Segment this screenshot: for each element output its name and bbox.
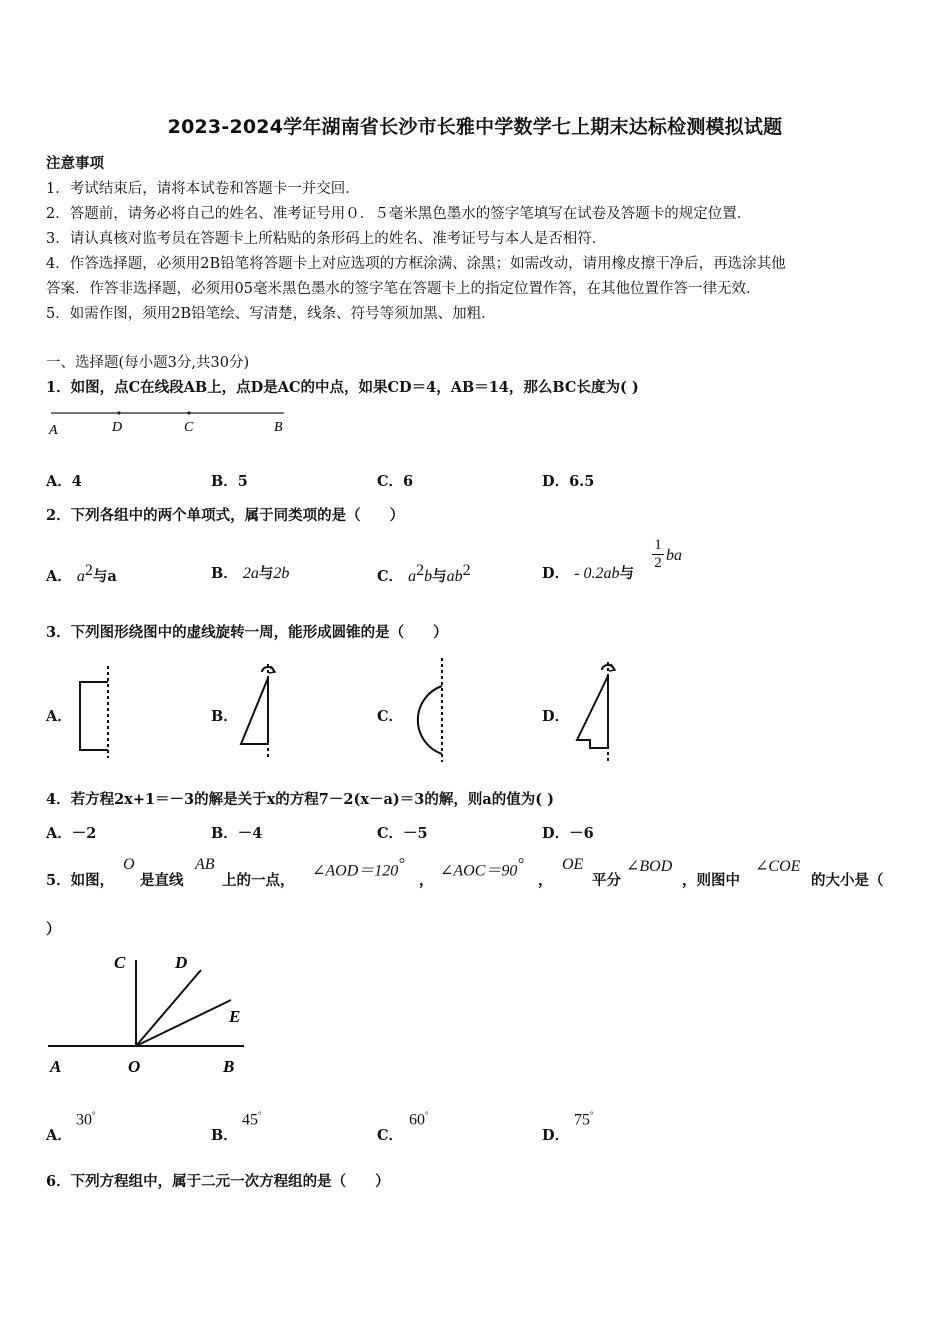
label-a: A xyxy=(50,1057,62,1076)
label-a: A xyxy=(49,423,58,438)
q5-close-paren: ） xyxy=(46,921,61,938)
q5-angle-aod: ∠AOD＝120° xyxy=(312,856,405,880)
q5-angle-figure xyxy=(44,948,254,1082)
label-e: E xyxy=(229,1007,241,1026)
label-d: D xyxy=(112,420,123,435)
q2-option-b: B． 2a与2b xyxy=(211,565,290,582)
q5-option-c-letter: C． xyxy=(377,1127,404,1144)
notice-item-4: 4．作答选择题，必须用2B铅笔将答题卡上对应选项的方框涂满、涂黑；如需改动，请用橡皮擦干净后，再选涂其他 xyxy=(46,256,786,272)
q1-option-b: B．5 xyxy=(211,473,248,490)
q5-ray-oe: OE xyxy=(562,856,584,873)
q5-option-a-letter: A． xyxy=(46,1127,72,1144)
notice-item-5: 5．如需作图，须用2B铅笔绘、写清楚，线条、符号等须加黑、加粗． xyxy=(46,306,496,322)
q2-fraction: 1 2 xyxy=(652,537,664,572)
point-d xyxy=(117,411,120,414)
q5-num: 5．如图， xyxy=(46,872,115,889)
q2-option-d-right: ba xyxy=(666,547,682,564)
q1-option-c: C．6 xyxy=(377,473,414,490)
q1-option-a: A．4 xyxy=(46,473,82,490)
q4-option-c: C．－5 xyxy=(377,825,428,842)
notice-heading: 注意事项 xyxy=(46,155,104,172)
label-c: C xyxy=(184,420,194,435)
q5-option-c-value: 60° xyxy=(409,1110,429,1129)
q1-stem: 1．如图，点C在线段AB上，点D是AC的中点，如果CD＝4，AB＝14，那么BC长度为( ) xyxy=(46,379,639,396)
q5-angle-coe: ∠COE xyxy=(755,858,801,875)
q5-comma-1: ， xyxy=(419,872,434,889)
q3-option-c-letter: C． xyxy=(377,708,404,725)
q5-option-d-value: 75° xyxy=(574,1110,594,1129)
q6-stem: 6．下列方程组中，属于二元一次方程组的是（ ） xyxy=(46,1173,390,1190)
q3-figure-b-triangle xyxy=(234,658,294,762)
q1-option-d: D．6.5 xyxy=(542,473,595,490)
q3-figure-d-stepped-triangle xyxy=(570,656,630,764)
q5-line-ab: AB xyxy=(195,856,215,873)
q2-stem: 2．下列各组中的两个单项式，属于同类项的是（ ） xyxy=(46,507,405,524)
q4-stem: 4．若方程2x+1＝－3的解是关于x的方程7－2(x－a)＝3的解，则a的值为( ) xyxy=(46,791,554,808)
notice-item-1: 1．考试结束后，请将本试卷和答题卡一并交回． xyxy=(46,181,360,197)
page-title: 2023-2024学年湖南省长沙市长雅中学数学七上期末达标检测模拟试题 xyxy=(167,116,783,138)
label-d: D xyxy=(175,953,188,972)
q5-option-b-letter: B． xyxy=(211,1127,238,1144)
q3-option-a-letter: A． xyxy=(46,708,72,725)
q5-angle-aoc: ∠AOC＝90° xyxy=(440,856,524,880)
q5-option-d-letter: D． xyxy=(542,1127,570,1144)
q5-option-b-value: 45° xyxy=(242,1110,262,1129)
label-o: O xyxy=(128,1057,141,1076)
label-c: C xyxy=(114,953,126,972)
q4-option-b: B．－4 xyxy=(211,825,263,842)
q3-stem: 3．下列图形绕图中的虚线旋转一周，能形成圆锥的是（ ） xyxy=(46,624,448,641)
q4-option-d: D．－6 xyxy=(542,825,594,842)
notice-item-4-cont: 答案．作答非选择题，必须用05毫米黑色墨水的签字笔在答题卡上的指定位置作答，在其他位置作答一律无效． xyxy=(46,281,761,297)
q1-segment-figure xyxy=(46,404,296,440)
q3-option-b-letter: B． xyxy=(211,708,238,725)
q5-text-4: ，则图中 xyxy=(682,872,740,889)
q5-angle-bod: ∠BOD xyxy=(626,858,673,875)
q5-text-1: 是直线 xyxy=(140,872,184,889)
notice-item-3: 3．请认真核对监考员在答题卡上所粘贴的条形码上的姓名、准考证号与本人是否相符． xyxy=(46,231,607,247)
q3-figure-a-rectangle xyxy=(72,664,132,760)
q5-text-3: 平分 xyxy=(592,872,621,889)
point-c xyxy=(187,411,190,414)
q2-option-d: D． - 0.2ab与 xyxy=(542,565,634,582)
q3-figure-c-semicircle xyxy=(398,656,458,764)
q5-point-o: O xyxy=(123,856,135,873)
section-heading: 一、选择题(每小题3分,共30分) xyxy=(46,355,250,371)
q5-comma-2: ， xyxy=(538,872,553,889)
q2-option-a: A． $a^2$与a xyxy=(46,562,117,585)
ray-od xyxy=(136,970,201,1046)
notice-item-2: 2．答题前，请务必将自己的姓名、准考证号用０．５毫米黑色墨水的签字笔填写在试卷及答题卡的规定位置． xyxy=(46,206,752,222)
q4-option-a: A．－2 xyxy=(46,825,97,842)
q3-option-d-letter: D． xyxy=(542,708,570,725)
q5-option-a-value: 30° xyxy=(76,1110,96,1129)
q5-text-2: 上的一点， xyxy=(222,872,295,889)
q5-text-5: 的大小是（ xyxy=(811,872,884,889)
q2-option-c: C． $a^2b$与$ab^2$ xyxy=(377,562,471,585)
label-b: B xyxy=(223,1057,235,1076)
ray-oe xyxy=(136,1000,231,1046)
label-b: B xyxy=(274,420,283,435)
